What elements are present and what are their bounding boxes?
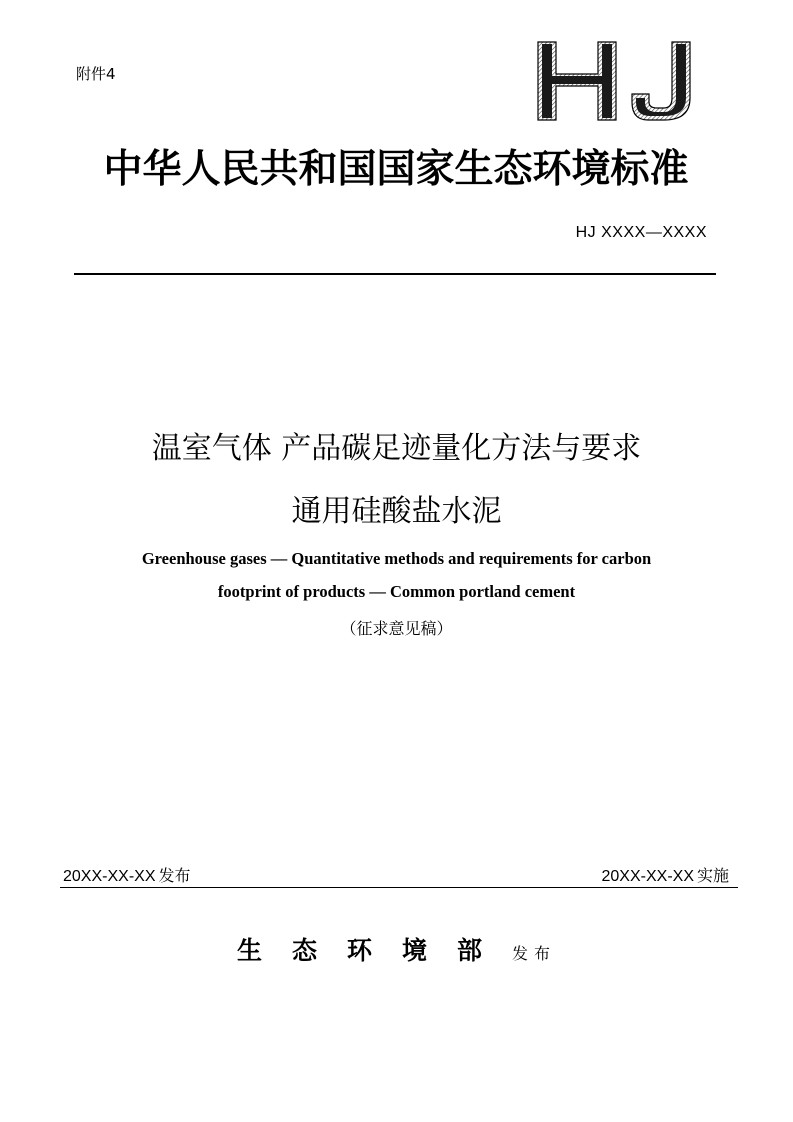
- issuer-suffix: 发布: [512, 944, 557, 963]
- issuer-block: [0, 931, 793, 967]
- issuer-name: 生态环境部: [236, 936, 512, 965]
- standard-number: HJ XXXX—XXXX: [575, 224, 707, 241]
- logo-letter-h: [538, 42, 616, 120]
- implement-date: 20XX-XX-XX: [601, 868, 694, 885]
- release-date-block: [63, 863, 191, 886]
- header-divider: [74, 273, 716, 275]
- hj-logo: [536, 40, 692, 122]
- logo-text: HJ: [536, 40, 538, 41]
- title-en-line1: Greenhouse gases — Quantitative methods and requirements for carbon: [141, 549, 652, 568]
- implement-date-block: [602, 863, 730, 886]
- implement-label: 实施: [696, 866, 729, 885]
- attachment-label: 附件4: [76, 65, 116, 83]
- title-cn-line1: 温室气体 产品碳足迹量化方法与要求: [151, 431, 642, 466]
- release-label: 发布: [158, 866, 191, 885]
- draft-status: （征求意见稿）: [340, 619, 453, 638]
- release-date: 20XX-XX-XX: [63, 868, 156, 885]
- footer-divider: [60, 887, 738, 888]
- logo-letter-j: [632, 42, 690, 120]
- title-en-line2: footprint of products — Common portland cement: [217, 582, 576, 601]
- title-cn-line2: 通用硅酸盐水泥: [291, 494, 502, 529]
- org-title: 中华人民共和国国家生态环境标准: [103, 146, 689, 192]
